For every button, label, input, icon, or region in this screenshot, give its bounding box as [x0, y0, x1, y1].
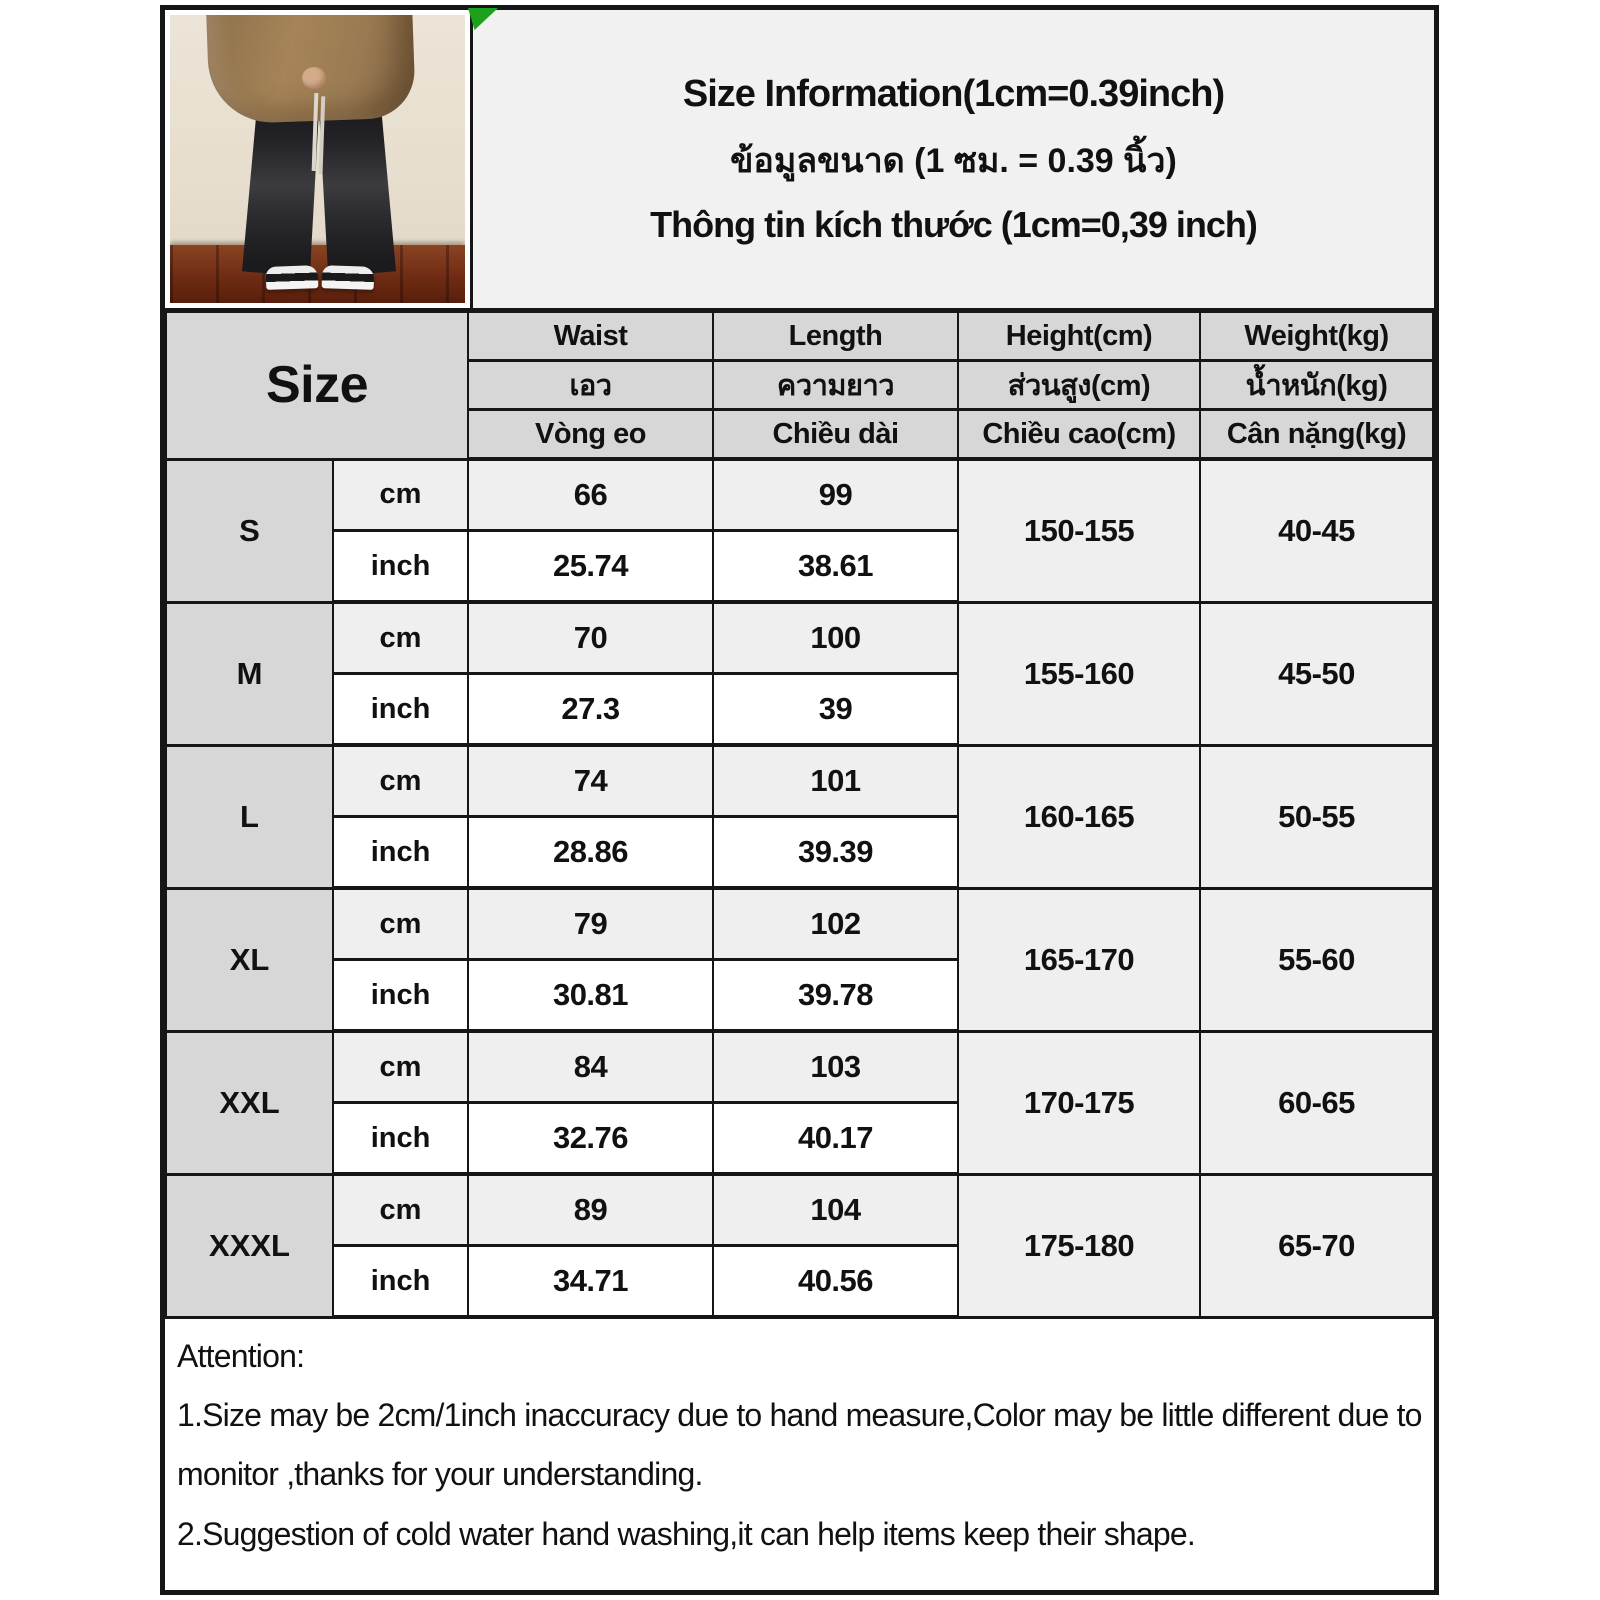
size-label-l: L — [166, 745, 333, 888]
unit-inch: inch — [333, 960, 468, 1032]
unit-inch: inch — [333, 817, 468, 889]
height-header-en: Height(cm) — [958, 312, 1200, 361]
length-header-vi: Chiều dài — [713, 410, 958, 460]
weight-range-m: 45-50 — [1200, 602, 1433, 745]
waist-cm-m: 70 — [468, 602, 713, 674]
title-vietnamese: Thông tin kích thước (1cm=0,39 inch) — [650, 203, 1257, 245]
length-cm-xxl: 103 — [713, 1031, 958, 1103]
height-range-m: 155-160 — [958, 602, 1200, 745]
unit-inch: inch — [333, 531, 468, 603]
length-cm-xxxl: 104 — [713, 1174, 958, 1246]
title-cell — [473, 10, 1434, 308]
model-shoe-left — [266, 265, 319, 290]
weight-header-vi: Cân nặng(kg) — [1200, 410, 1433, 460]
top-banner — [165, 10, 1434, 310]
waist-in-m: 27.3 — [468, 674, 713, 746]
length-in-xl: 39.78 — [713, 960, 958, 1032]
height-range-xl: 165-170 — [958, 888, 1200, 1031]
unit-inch: inch — [333, 1246, 468, 1318]
length-cm-l: 101 — [713, 745, 958, 817]
unit-cm: cm — [333, 745, 468, 817]
weight-header-en: Weight(kg) — [1200, 312, 1433, 361]
attention-title: Attention: — [177, 1338, 305, 1374]
height-range-xxl: 170-175 — [958, 1031, 1200, 1174]
length-in-m: 39 — [713, 674, 958, 746]
weight-range-s: 40-45 — [1200, 459, 1433, 602]
size-column-header: Size — [166, 312, 468, 460]
height-header-th: ส่วนสูง(cm) — [958, 361, 1200, 410]
weight-range-xl: 55-60 — [1200, 888, 1433, 1031]
height-header-vi: Chiều cao(cm) — [958, 410, 1200, 460]
attention-note-1: 1.Size may be 2cm/1inch inaccuracy due to hand measure,Color may be little different due to monitor ,thanks for your understanding. — [177, 1397, 1422, 1493]
waist-cm-s: 66 — [468, 459, 713, 531]
row-l-cm — [166, 745, 1433, 817]
length-in-s: 38.61 — [713, 531, 958, 603]
waist-header-en: Waist — [468, 312, 713, 361]
product-photo-cell — [165, 10, 473, 308]
waist-in-xxl: 32.76 — [468, 1103, 713, 1175]
size-label-s: S — [166, 459, 333, 602]
row-xxl-cm — [166, 1031, 1433, 1103]
green-corner-marker-icon — [468, 8, 498, 30]
unit-cm: cm — [333, 602, 468, 674]
weight-header-th: น้ำหนัก(kg) — [1200, 361, 1433, 410]
model-hand — [302, 67, 326, 89]
size-label-xl: XL — [166, 888, 333, 1031]
height-range-s: 150-155 — [958, 459, 1200, 602]
weight-range-xxl: 60-65 — [1200, 1031, 1433, 1174]
length-in-xxl: 40.17 — [713, 1103, 958, 1175]
attention-note-2: 2.Suggestion of cold water hand washing,it can help items keep their shape. — [177, 1515, 1196, 1552]
header-row-english — [166, 312, 1433, 361]
unit-cm: cm — [333, 1174, 468, 1246]
weight-range-xxxl: 65-70 — [1200, 1174, 1433, 1317]
length-cm-s: 99 — [713, 459, 958, 531]
unit-cm: cm — [333, 888, 468, 960]
waist-in-s: 25.74 — [468, 531, 713, 603]
waist-cm-xl: 79 — [468, 888, 713, 960]
weight-range-l: 50-55 — [1200, 745, 1433, 888]
title-thai: ข้อมูลขนาด (1 ซม. = 0.39 นิ้ว) — [730, 141, 1177, 180]
length-in-l: 39.39 — [713, 817, 958, 889]
size-label-m: M — [166, 602, 333, 745]
length-cm-xl: 102 — [713, 888, 958, 960]
attention-section — [165, 1319, 1434, 1590]
waist-in-xxxl: 34.71 — [468, 1246, 713, 1318]
product-photo — [170, 15, 465, 303]
row-m-cm — [166, 602, 1433, 674]
length-cm-m: 100 — [713, 602, 958, 674]
waist-cm-xxl: 84 — [468, 1031, 713, 1103]
waist-in-xl: 30.81 — [468, 960, 713, 1032]
length-header-th: ความยาว — [713, 361, 958, 410]
height-range-l: 160-165 — [958, 745, 1200, 888]
waist-header-th: เอว — [468, 361, 713, 410]
waist-in-l: 28.86 — [468, 817, 713, 889]
size-chart-sheet — [160, 5, 1439, 1595]
row-s-cm — [166, 459, 1433, 531]
model-shoe-right — [322, 265, 375, 290]
length-in-xxxl: 40.56 — [713, 1246, 958, 1318]
unit-inch: inch — [333, 674, 468, 746]
unit-cm: cm — [333, 459, 468, 531]
unit-inch: inch — [333, 1103, 468, 1175]
size-label-xxl: XXL — [166, 1031, 333, 1174]
length-header-en: Length — [713, 312, 958, 361]
waist-header-vi: Vòng eo — [468, 410, 713, 460]
height-range-xxxl: 175-180 — [958, 1174, 1200, 1317]
waist-cm-l: 74 — [468, 745, 713, 817]
title-english: Size Information(1cm=0.39inch) — [682, 72, 1225, 115]
unit-cm: cm — [333, 1031, 468, 1103]
size-label-xxxl: XXXL — [166, 1174, 333, 1317]
waist-cm-xxxl: 89 — [468, 1174, 713, 1246]
row-xxxl-cm — [166, 1174, 1433, 1246]
size-table — [165, 310, 1434, 1319]
row-xl-cm — [166, 888, 1433, 960]
